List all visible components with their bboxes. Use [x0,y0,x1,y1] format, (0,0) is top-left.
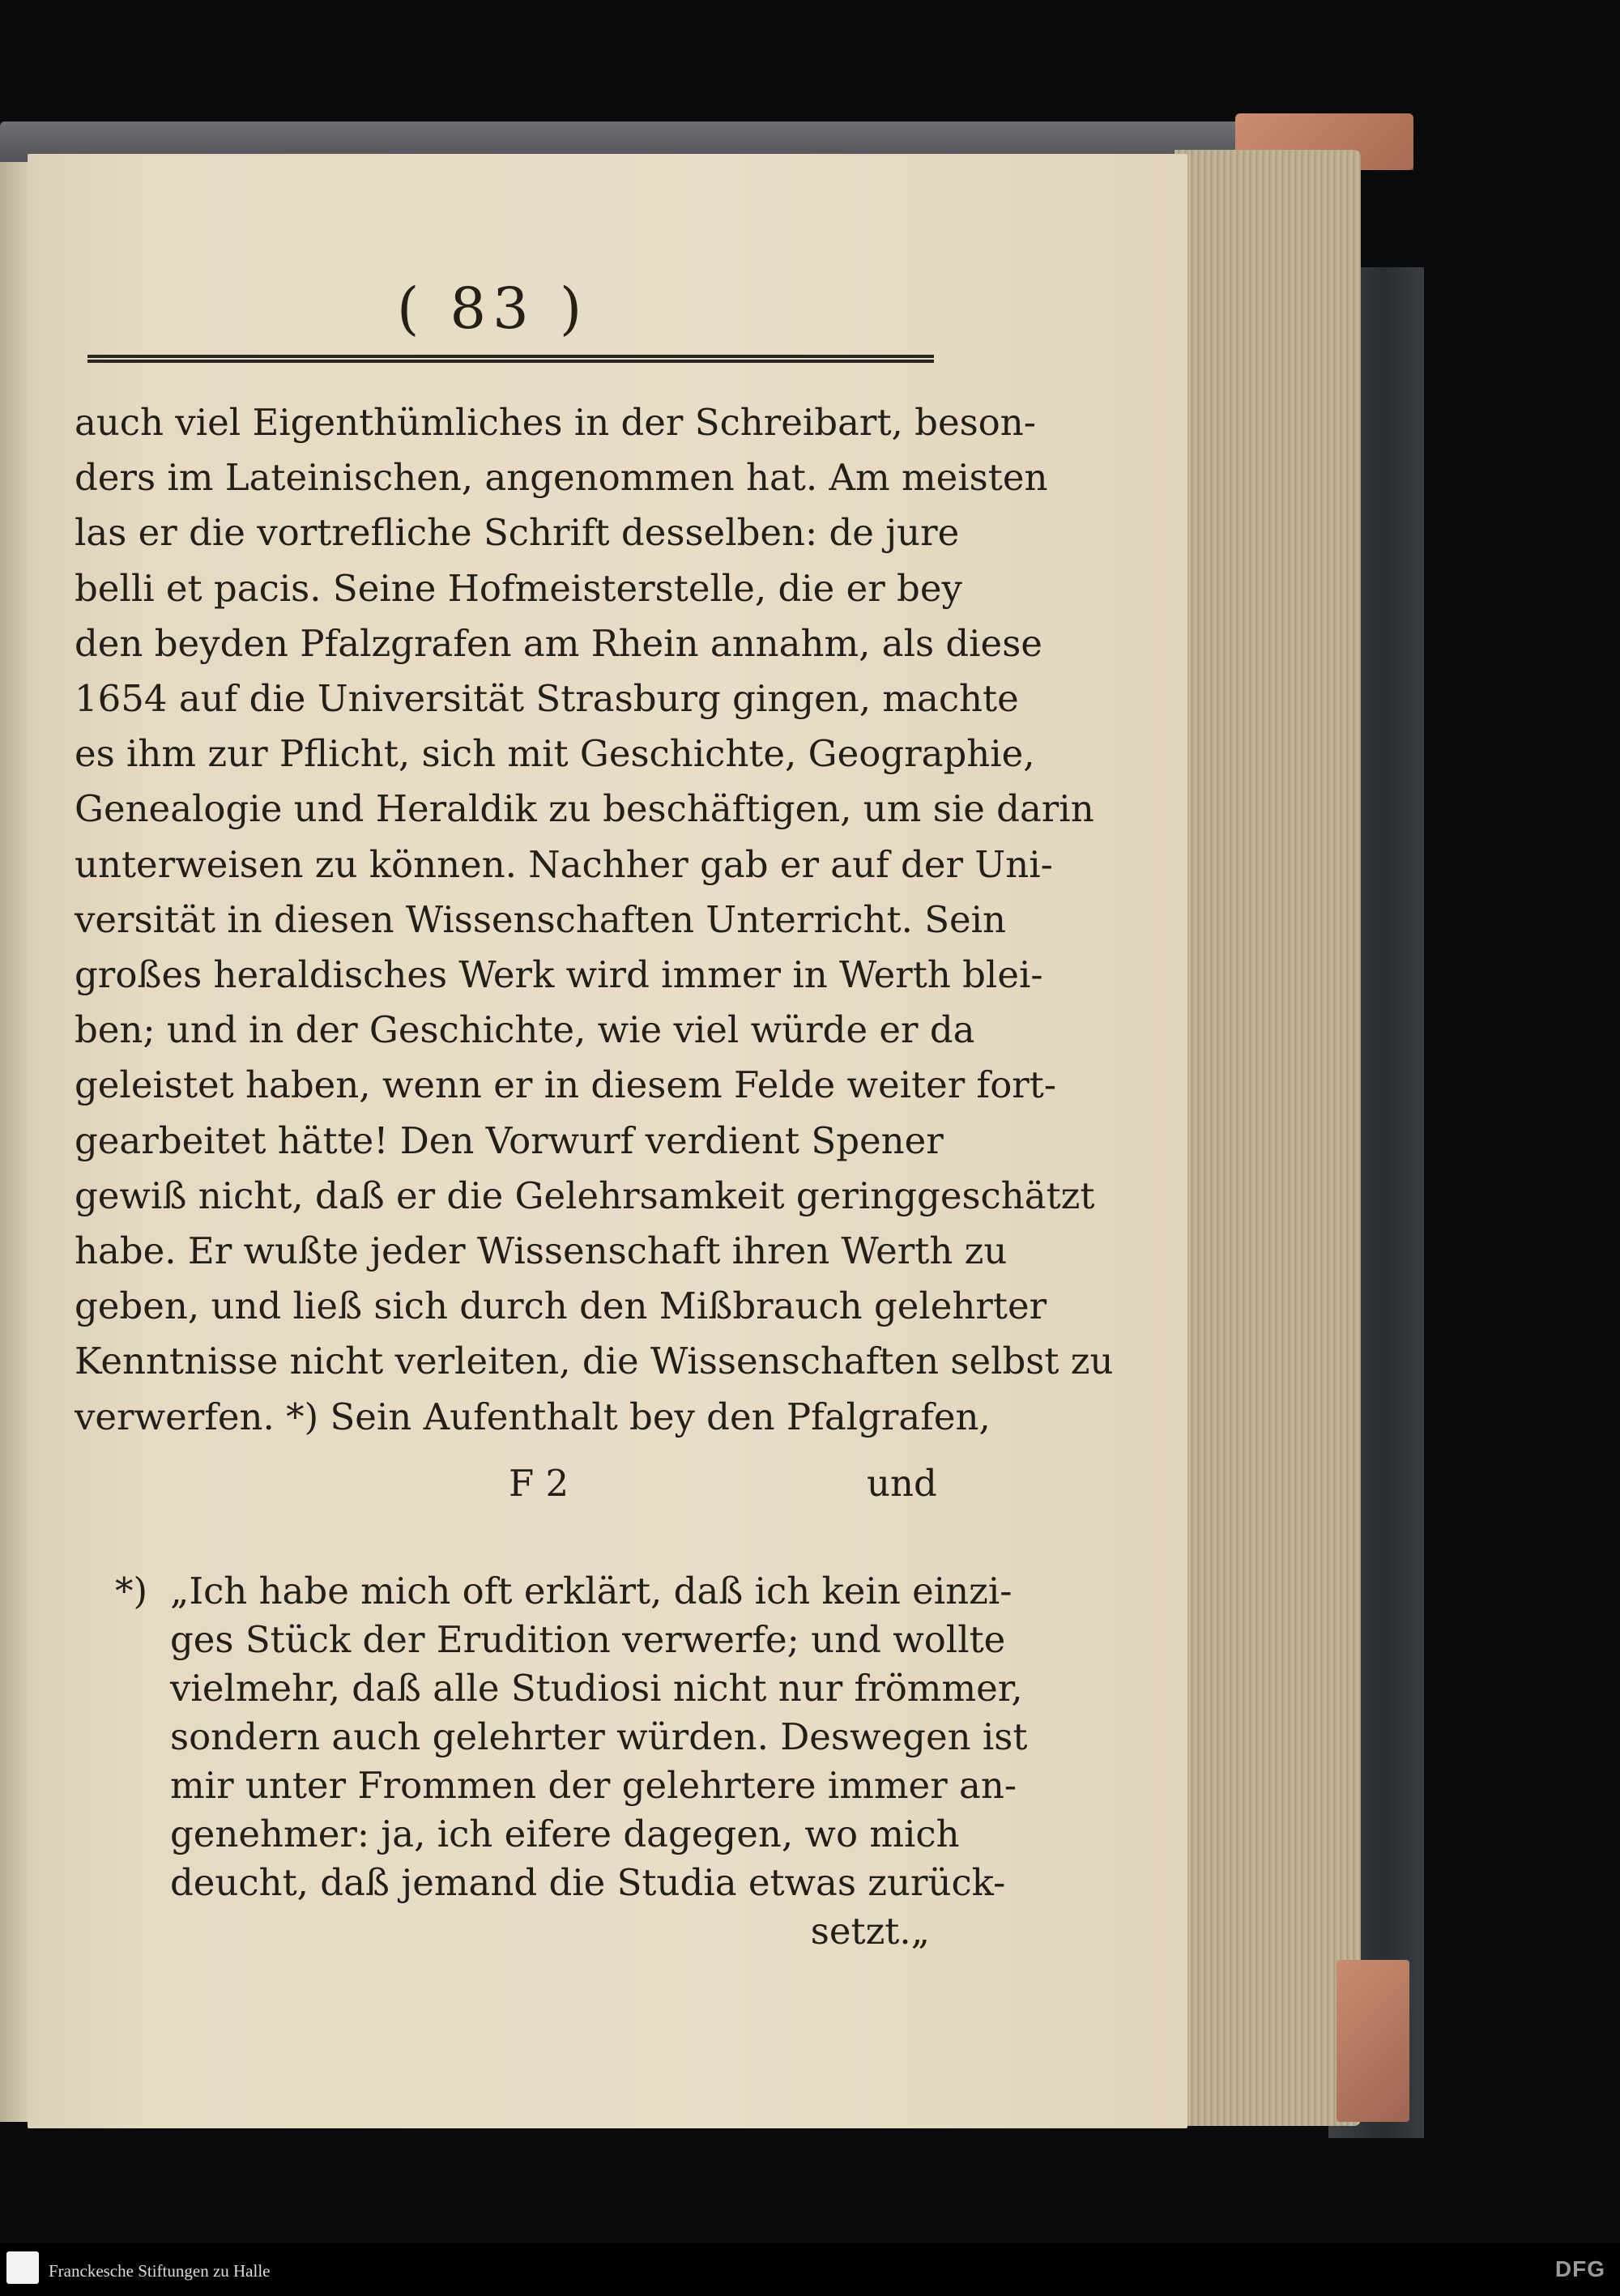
text-line: ben; und in der Geschichte, wie viel würde er da [75,1008,975,1052]
footnote-line: deucht, daß jemand die Studia etwas zurück- [170,1861,1006,1904]
text-line: Kenntnisse nicht verleiten, die Wissenschaften selbst zu [75,1340,1114,1383]
text-line: versität in diesen Wissenschaften Unterricht. Sein [75,897,1007,941]
text-line: 1654 auf die Universität Strasburg gingen, machte [75,677,1019,721]
text-line: habe. Er wußte jeder Wissenschaft ihren Werth zu [75,1229,1008,1273]
viewer-footer [0,2243,1620,2296]
text-line: las er die vortrefliche Schrift desselben: de jure [75,511,960,555]
footnote-line: vielmehr, daß alle Studiosi nicht nur frömmer, [170,1667,1023,1710]
page-edges [1174,150,1361,2126]
page-number-header: ( 83 ) [397,275,589,342]
footnote-line: „Ich habe mich oft erklärt, daß ich kein einzi- [170,1570,1013,1612]
footnote-marker: *) [115,1570,148,1612]
footnote-line: genehmer: ja, ich eifere dagegen, wo mich [170,1813,960,1855]
catchword: und [867,1462,937,1505]
book-corner-leather-bottom [1336,1960,1409,2122]
text-line: verwerfen. *) Sein Aufenthalt bey den Pfalgrafen, [75,1395,991,1438]
text-line: unterweisen zu können. Nachher gab er auf der Uni- [75,842,1053,886]
footnote-line: ges Stück der Erudition verwerfe; und wollte [170,1618,1006,1661]
text-line: geleistet haben, wenn er in diesem Felde weiter fort- [75,1063,1057,1107]
text-line: auch viel Eigenthümliches in der Schreibart, beson- [75,401,1036,444]
text-line: ders im Lateinischen, angenommen hat. Am meisten [75,456,1048,500]
text-line: belli et pacis. Seine Hofmeisterstelle, die er bey [75,566,962,610]
footnote-line: setzt.„ [810,1910,930,1953]
footnote-line: sondern auch gelehrter würden. Deswegen ist [170,1715,1028,1758]
footnote-line: mir unter Frommen der gelehrtere immer an- [170,1764,1017,1807]
text-line: großes heraldisches Werk wird immer in Werth blei- [75,953,1043,997]
text-line: geben, und ließ sich durch den Mißbrauch gelehrter [75,1284,1047,1328]
header-rule [87,355,934,363]
text-line: es ihm zur Pflicht, sich mit Geschichte, Geographie, [75,732,1035,776]
footnote-block [115,1567,1028,1956]
institution-name: Franckesche Stiftungen zu Halle [49,2261,271,2281]
text-line: Genealogie und Heraldik zu beschäftigen, um sie darin [75,787,1094,831]
institution-logo-icon [6,2251,39,2284]
text-line: gearbeitet hätte! Den Vorwurf verdient Spener [75,1118,944,1162]
signature-mark: F 2 [509,1462,569,1505]
main-text-block [75,395,1114,1445]
dfg-logo: DFG [1554,2256,1605,2281]
text-line: gewiß nicht, daß er die Gelehrsamkeit geringgeschätzt [75,1174,1095,1217]
book-gutter [0,162,28,2122]
text-line: den beyden Pfalzgrafen am Rhein annahm, als diese [75,621,1042,665]
